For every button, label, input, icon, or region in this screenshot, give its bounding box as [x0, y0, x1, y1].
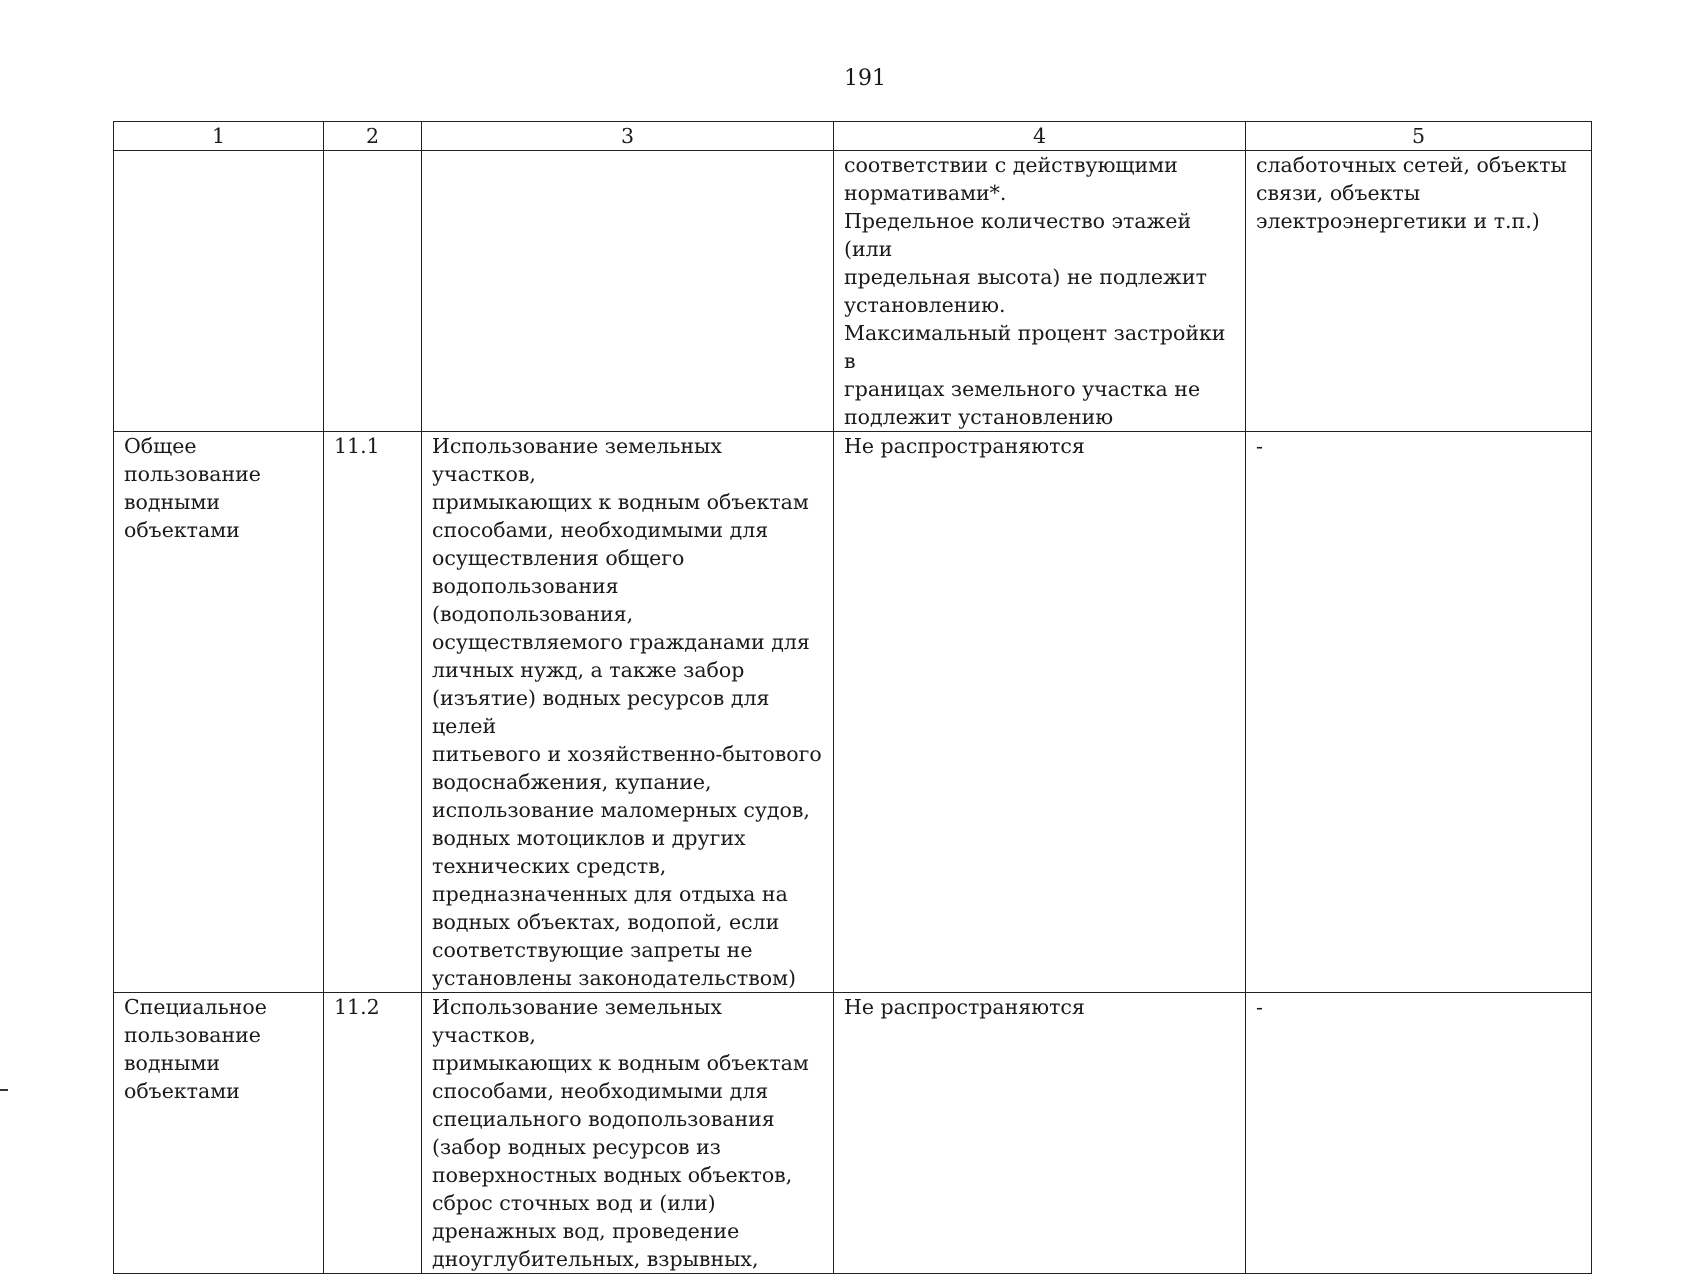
text-line: связи, объекты: [1256, 181, 1421, 205]
text-line: слаботочных сетей, объекты: [1256, 153, 1567, 177]
table-row: [114, 151, 1592, 432]
text-line: водоснабжения, купание,: [432, 770, 712, 794]
text-line: подлежит установлению: [844, 405, 1114, 429]
text-line: использование маломерных судов,: [432, 798, 810, 822]
parameters-cell: [834, 432, 1246, 993]
text-line: технических средств,: [432, 854, 667, 878]
text-line: установлены законодательством): [432, 966, 797, 990]
text-line: поверхностных водных объектов,: [432, 1163, 793, 1187]
header-cell-3: 3: [422, 122, 834, 151]
text-line: Максимальный процент застройки в: [844, 321, 1226, 373]
use-type-name-cell: [114, 432, 324, 993]
text-line: водных объектах, водопой, если: [432, 910, 780, 934]
use-type-name-cell: [114, 993, 324, 1274]
table-row: [114, 432, 1592, 993]
text-line: нормативами*.: [844, 181, 1007, 205]
notes-cell: [1246, 993, 1592, 1274]
use-description-cell: [422, 151, 834, 432]
text-line: -: [1256, 995, 1263, 1019]
text-line: (изъятие) водных ресурсов для целей: [432, 686, 770, 738]
text-line: (забор водных ресурсов из: [432, 1135, 721, 1159]
parameters-cell: [834, 151, 1246, 432]
text-line: питьевого и хозяйственно-бытового: [432, 742, 822, 766]
use-code-cell: 11.1: [324, 432, 422, 993]
text-line: пользование: [124, 462, 261, 486]
page-number: 191: [844, 66, 886, 91]
text-line: Не распространяются: [844, 434, 1085, 458]
text-line: Предельное количество этажей (или: [844, 209, 1192, 261]
header-cell-4: 4: [834, 122, 1246, 151]
text-line: предельная высота) не подлежит: [844, 265, 1207, 289]
zoning-regulations-table: [113, 121, 1592, 1274]
text-line: соответствующие запреты не: [432, 938, 753, 962]
use-type-name-cell: [114, 151, 324, 432]
text-line: дренажных вод, проведение: [432, 1219, 740, 1243]
table-header-row: [114, 122, 1592, 151]
text-line: объектами: [124, 518, 240, 542]
use-description-cell: [422, 432, 834, 993]
text-line: водными: [124, 1051, 221, 1075]
text-line: специального водопользования: [432, 1107, 775, 1131]
text-line: объектами: [124, 1079, 240, 1103]
parameters-cell: [834, 993, 1246, 1274]
notes-cell: [1246, 151, 1592, 432]
text-line: примыкающих к водным объектам: [432, 1051, 809, 1075]
header-cell-1: 1: [114, 122, 324, 151]
header-cell-5: 5: [1246, 122, 1592, 151]
text-line: предназначенных для отдыха на: [432, 882, 788, 906]
text-line: способами, необходимыми для: [432, 518, 769, 542]
text-line: водопользования (водопользования,: [432, 574, 634, 626]
text-line: способами, необходимыми для: [432, 1079, 769, 1103]
text-line: примыкающих к водным объектам: [432, 490, 809, 514]
text-line: пользование: [124, 1023, 261, 1047]
text-line: Общее: [124, 434, 197, 458]
text-line: установлению.: [844, 293, 1006, 317]
margin-dash: [0, 1089, 8, 1091]
text-line: Не распространяются: [844, 995, 1085, 1019]
text-line: Специальное: [124, 995, 267, 1019]
use-code-cell: 11.2: [324, 993, 422, 1274]
text-line: соответствии с действующими: [844, 153, 1178, 177]
text-line: -: [1256, 434, 1263, 458]
header-cell-2: 2: [324, 122, 422, 151]
text-line: сброс сточных вод и (или): [432, 1191, 716, 1215]
text-line: электроэнергетики и т.п.): [1256, 209, 1540, 233]
text-line: Использование земельных участков,: [432, 434, 722, 486]
text-line: осуществления общего: [432, 546, 685, 570]
text-line: водными: [124, 490, 221, 514]
text-line: Использование земельных участков,: [432, 995, 722, 1047]
table-row: [114, 993, 1592, 1274]
text-line: водных мотоциклов и других: [432, 826, 746, 850]
use-description-cell: [422, 993, 834, 1274]
text-line: дноуглубительных, взрывных,: [432, 1247, 759, 1271]
use-code-cell: [324, 151, 422, 432]
text-line: осуществляемого гражданами для: [432, 630, 810, 654]
text-line: границах земельного участка не: [844, 377, 1201, 401]
notes-cell: [1246, 432, 1592, 993]
text-line: личных нужд, а также забор: [432, 658, 745, 682]
